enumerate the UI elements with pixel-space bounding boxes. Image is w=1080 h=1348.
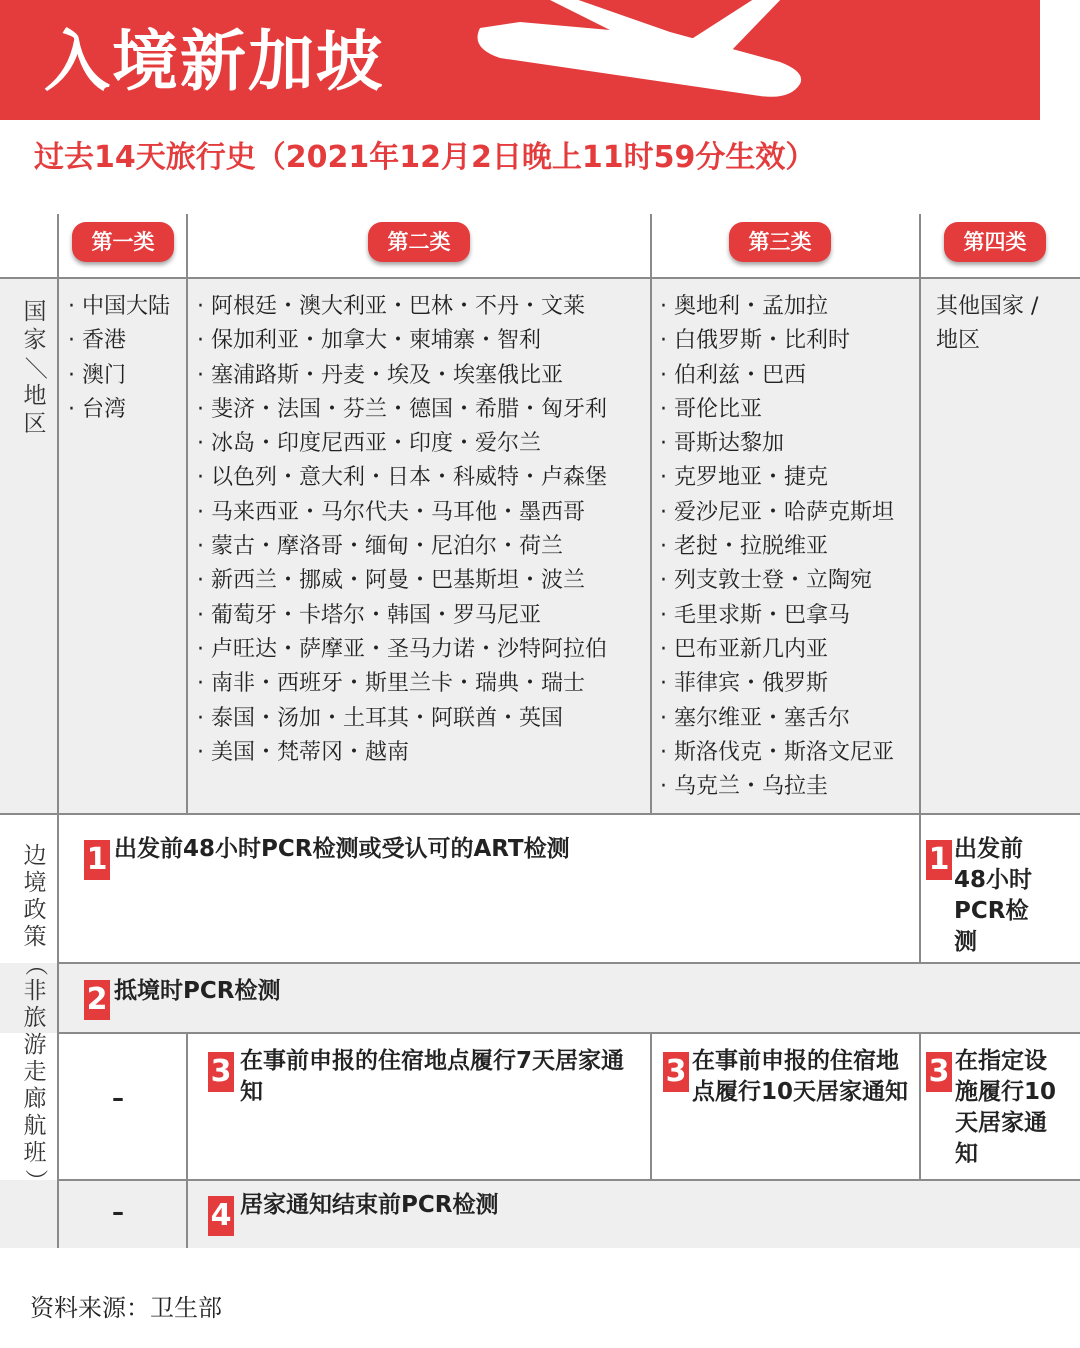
rule-step3	[58, 1179, 1080, 1181]
rule-cat3	[919, 214, 921, 962]
list-item: · 伯利兹・巴西	[660, 359, 894, 393]
step-3-cat3-text: 在事前申报的住宿地点履行10天居家通知	[692, 1048, 909, 1105]
step-3-cat2-text: 在事前申报的住宿地点履行7天居家通知	[240, 1048, 625, 1105]
category-4-badge: 第四类	[944, 222, 1046, 262]
step-4-text: 居家通知结束前PCR检测	[240, 1192, 499, 1218]
list-item: · 保加利亚・加拿大・柬埔寨・智利	[197, 324, 607, 358]
list-item: · 老挝・拉脱维亚	[660, 530, 894, 564]
row-label-countries: 国 家 ／ 地 区	[22, 299, 48, 437]
step-4-cat1-dash: –	[112, 1198, 124, 1226]
step-3-cat4-text: 在指定设施履行10天居家通知	[955, 1048, 1057, 1167]
category-1-list	[68, 290, 170, 427]
list-item: · 斐济・法国・芬兰・德国・希腊・匈牙利	[197, 393, 607, 427]
list-item: · 美国・梵蒂冈・越南	[197, 736, 607, 770]
row-label-policy: 边 境 政 策 （ 非 旅 游 走 廊 航 班 ）	[22, 843, 49, 1192]
list-item: · 塞尔维亚・塞舌尔	[660, 702, 894, 736]
step-4-number: 4	[208, 1196, 234, 1236]
step-1-cat4-text: 出发前48小时PCR检测	[954, 836, 1033, 955]
step-3-cat2-number: 3	[208, 1052, 234, 1092]
step4-band	[0, 1180, 1080, 1248]
rule-cat1-lower	[186, 1033, 188, 1248]
list-item: · 哥伦比亚	[660, 393, 894, 427]
step-3-cat1-dash: –	[112, 1084, 124, 1112]
category-4-text: 其他国家 / 地区	[936, 294, 1039, 353]
list-item: · 阿根廷・澳大利亚・巴林・不丹・文莱	[197, 290, 607, 324]
list-item: · 菲律宾・俄罗斯	[660, 667, 894, 701]
list-item: · 蒙古・摩洛哥・缅甸・尼泊尔・荷兰	[197, 530, 607, 564]
list-item: · 葡萄牙・卡塔尔・韩国・罗马尼亚	[197, 599, 607, 633]
category-2-badge: 第二类	[368, 222, 470, 262]
rule-step2	[58, 1032, 1080, 1034]
list-item: · 列支敦士登・立陶宛	[660, 564, 894, 598]
list-item: · 克罗地亚・捷克	[660, 461, 894, 495]
list-item: · 巴布亚新几内亚	[660, 633, 894, 667]
list-item: · 新西兰・挪威・阿曼・巴基斯坦・波兰	[197, 564, 607, 598]
list-item: · 斯洛伐克・斯洛文尼亚	[660, 736, 894, 770]
list-item: · 澳门	[68, 359, 170, 393]
list-item: · 香港	[68, 324, 170, 358]
category-3-badge: 第三类	[729, 222, 831, 262]
list-item: · 塞浦路斯・丹麦・埃及・埃塞俄比亚	[197, 359, 607, 393]
list-item: · 哥斯达黎加	[660, 427, 894, 461]
list-item: · 泰国・汤加・土耳其・阿联酋・英国	[197, 702, 607, 736]
rule-cat3-lower	[919, 1033, 921, 1179]
rule-header	[0, 277, 1080, 279]
list-item: · 台湾	[68, 393, 170, 427]
rule-step1	[58, 962, 1080, 964]
step-1-cat4-number: 1	[926, 840, 952, 880]
rule-cat2-lower	[650, 1033, 652, 1179]
category-2-list	[197, 290, 607, 770]
list-item: · 乌克兰・乌拉圭	[660, 770, 894, 804]
step-1-number: 1	[84, 840, 110, 880]
list-item: · 毛里求斯・巴拿马	[660, 599, 894, 633]
list-item: · 爱沙尼亚・哈萨克斯坦	[660, 496, 894, 530]
list-item: · 奥地利・孟加拉	[660, 290, 894, 324]
list-item: · 中国大陆	[68, 290, 170, 324]
list-item: · 以色列・意大利・日本・科威特・卢森堡	[197, 461, 607, 495]
page-title: 入境新加坡	[44, 23, 384, 100]
rule-label-col	[57, 214, 59, 1248]
list-item: · 南非・西班牙・斯里兰卡・瑞典・瑞士	[197, 667, 607, 701]
list-item: · 卢旺达・萨摩亚・圣马力诺・沙特阿拉伯	[197, 633, 607, 667]
list-item: · 马来西亚・马尔代夫・马耳他・墨西哥	[197, 496, 607, 530]
airplane-icon	[460, 0, 820, 120]
subtitle: 过去14天旅行史（2021年12月2日晚上11时59分生效）	[34, 140, 816, 175]
step-3-cat3-number: 3	[663, 1052, 689, 1092]
list-item: · 白俄罗斯・比利时	[660, 324, 894, 358]
rule-cat1	[186, 214, 188, 814]
step-3-cat4-number: 3	[926, 1052, 952, 1092]
step-2-text: 抵境时PCR检测	[114, 978, 281, 1004]
step-2-number: 2	[84, 980, 110, 1020]
list-item: · 冰岛・印度尼西亚・印度・爱尔兰	[197, 427, 607, 461]
category-1-badge: 第一类	[72, 222, 174, 262]
source-note: 资料来源：卫生部	[30, 1294, 222, 1322]
rule-cat2	[650, 214, 652, 814]
category-3-list	[660, 290, 894, 804]
step-1-text: 出发前48小时PCR检测或受认可的ART检测	[114, 836, 570, 862]
rule-countries	[0, 813, 1080, 815]
